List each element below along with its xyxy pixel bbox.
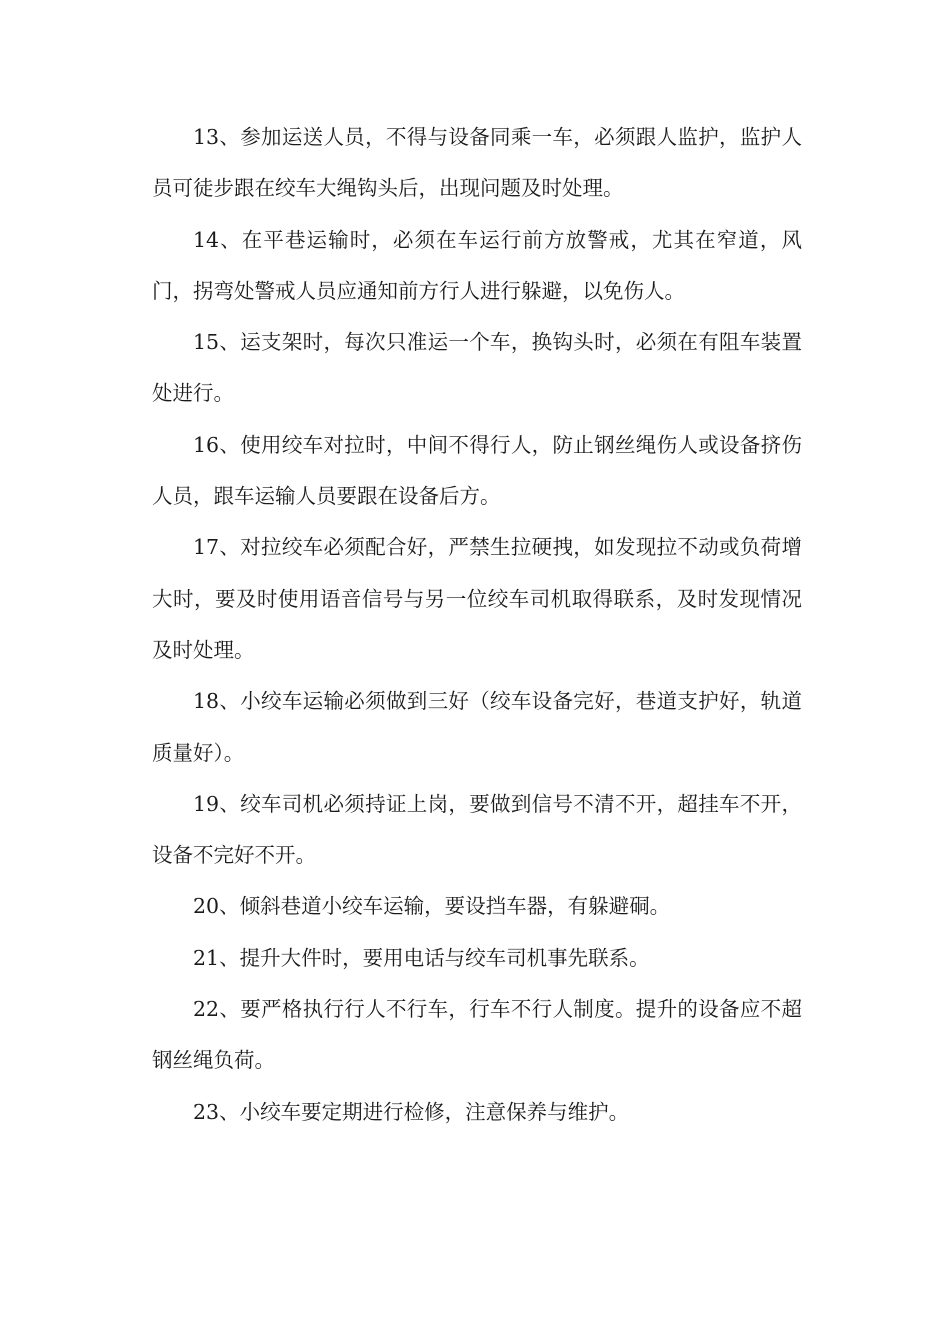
- paragraph-18: 18、小绞车运输必须做到三好（绞车设备完好，巷道支护好，轨道质量好）。: [152, 689, 802, 765]
- paragraph-23: 23、小绞车要定期进行检修，注意保养与维护。: [193, 1099, 630, 1124]
- paragraph-13: 13、参加运送人员，不得与设备同乘一车，必须跟人监护，监护人员可徒步跟在绞车大绳钩头后，出现问题及时处理。: [152, 125, 802, 201]
- paragraph-20: 20、倾斜巷道小绞车运输，要设挡车器，有躲避硐。: [193, 894, 671, 919]
- paragraph-19: 19、绞车司机必须持证上岗，要做到信号不清不开，超挂车不开，设备不完好不开。: [152, 791, 802, 868]
- paragraph-21: 21、提升大件时，要用电话与绞车司机事先联系。: [193, 945, 650, 970]
- paragraph-16: 16、使用绞车对拉时，中间不得行人，防止钢丝绳伤人或设备挤伤人员，跟车运输人员要跟在设备后方。: [152, 432, 802, 509]
- paragraph-22: 22、要严格执行行人不行车，行车不行人制度。提升的设备应不超钢丝绳负荷。: [152, 997, 802, 1073]
- paragraph-15: 15、运支架时，每次只准运一个车，换钩头时，必须在有阻车装置处进行。: [152, 330, 802, 406]
- paragraph-17: 17、对拉绞车必须配合好，严禁生拉硬拽，如发现拉不动或负荷增大时，要及时使用语音信号与另一位绞车司机取得联系，及时发现情况及时处理。: [152, 535, 802, 662]
- paragraph-14: 14、在平巷运输时，必须在车运行前方放警戒，尤其在窄道，风门，拐弯处警戒人员应通知前方行人进行躲避，以免伤人。: [152, 227, 802, 303]
- document-body: [152, 112, 802, 1138]
